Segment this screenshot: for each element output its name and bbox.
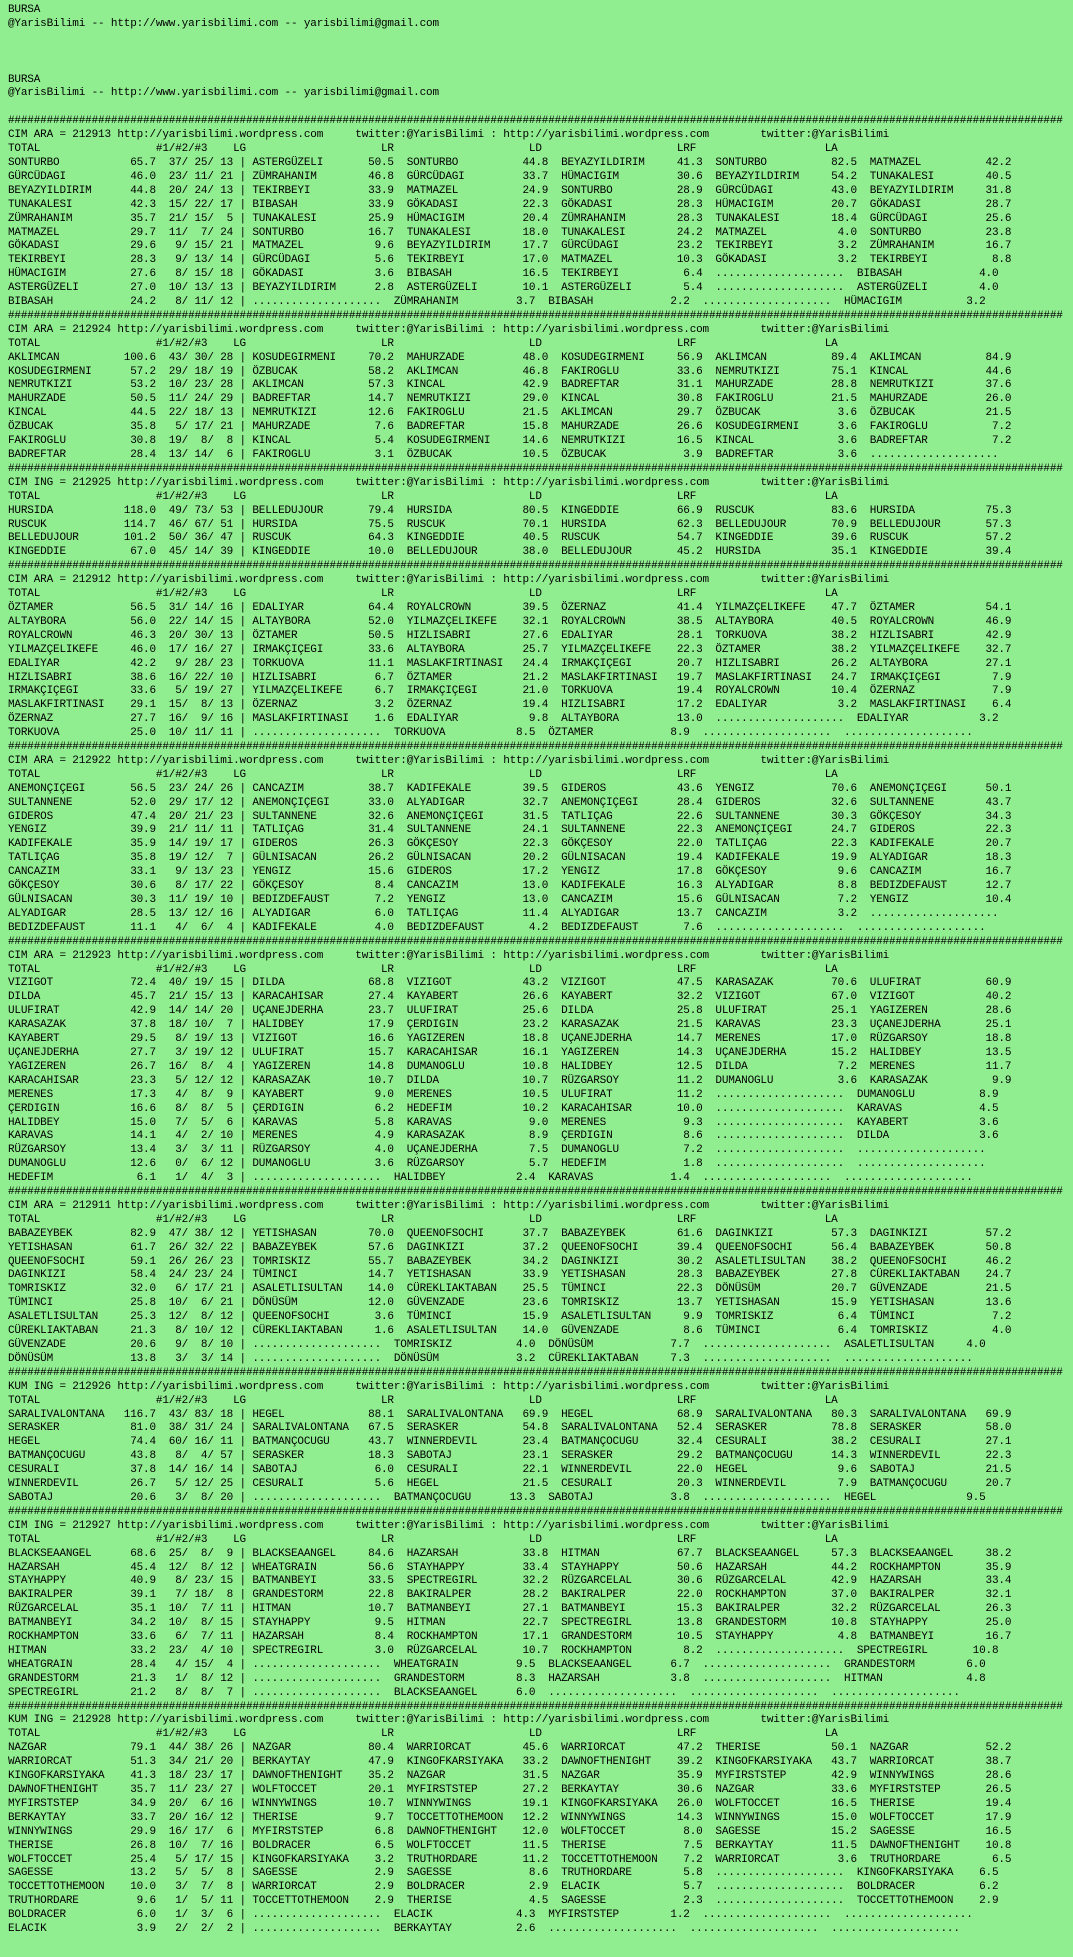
horse-row: HURSIDA 118.0 49/ 73/ 53 | BELLEDUJOUR 79.4 HURSIDA 80.5 KINGEDDIE 66.9 RUSCUK 83.6 HURSIDA 75.3 [8, 504, 1012, 517]
column-header: TOTAL #1/#2/#3 LG LR LD LRF LA [8, 490, 838, 503]
contact-line: @YarisBilimi -- http://www.yarisbilimi.com -- yarisbilimi@gmail.com [8, 87, 439, 100]
horse-row: ULUFIRAT 42.9 14/ 14/ 20 | UÇANEJDERHA 23.7 ULUFIRAT 25.6 DILDA 25.8 ULUFIRAT 25.1 YAGIZEREN 28.6 [8, 1005, 1012, 1018]
horse-row: TOMRISKIZ 32.0 6/ 17/ 21 | ASALETLISULTAN 14.0 CÜREKLIAKTABAN 25.5 TÜMINCI 22.3 DÖNÜSÜM 20.7 GÜVENZADE 21.5 [8, 1283, 1012, 1296]
horse-row: THERISE 26.8 10/ 7/ 16 | BOLDRACER 6.5 WOLFTOCCET 11.5 THERISE 7.5 BERKAYTAY 11.5 DAWNOFTHENIGHT 10.8 [8, 1839, 1012, 1852]
horse-row: RÜZGARSOY 13.4 3/ 3/ 11 | RÜZGARSOY 4.0 UÇANEJDERHA 7.5 DUMANOGLU 7.2 .................... .................... [8, 1144, 986, 1157]
horse-row: BABAZEYBEK 82.9 47/ 38/ 12 | YETISHASAN 70.0 QUEENOFSOCHI 37.7 BABAZEYBEK 61.6 DAGINKIZI 57.3 DAGINKIZI 57.2 [8, 1227, 1012, 1240]
contact-line: @YarisBilimi -- http://www.yarisbilimi.com -- yarisbilimi@gmail.com [8, 17, 439, 30]
horse-row: CESURALI 37.8 14/ 16/ 14 | SABOTAJ 6.0 CESURALI 22.1 WINNERDEVIL 22.0 HEGEL 9.6 SABOTAJ 21.5 [8, 1464, 1012, 1477]
horse-row: VIZIGOT 72.4 40/ 19/ 15 | DILDA 68.8 VIZIGOT 43.2 VIZIGOT 47.5 KARASAZAK 70.6 ULUFIRAT 60.9 [8, 977, 1012, 990]
race-header: KUM ING = 212928 http://yarisbilimi.wordpress.com twitter:@YarisBilimi : http://yarisbilimi.wordpress.com twitter:@YarisBilimi [8, 1714, 890, 1727]
horse-row: WINNERDEVIL 26.7 5/ 12/ 25 | CESURALI 5.6 HEGEL 21.5 CESURALI 20.3 WINNERDEVIL 7.9 BATMANÇOCUGU 20.7 [8, 1478, 1012, 1491]
horse-row: ROCKHAMPTON 33.6 6/ 7/ 11 | HAZARSAH 8.4 ROCKHAMPTON 17.1 GRANDESTORM 10.5 STAYHAPPY 4.8 BATMANBEYI 16.7 [8, 1631, 1012, 1644]
horse-row: BEYAZYILDIRIM 44.8 20/ 24/ 13 | TEKIRBEYI 33.9 MATMAZEL 24.9 SONTURBO 28.9 GÜRCÜDAGI 43.0 BEYAZYILDIRIM 31.8 [8, 184, 1012, 197]
horse-row: YILMAZÇELIKEFE 46.0 17/ 16/ 27 | IRMAKÇIÇEGI 33.6 ALTAYBORA 25.7 YILMAZÇELIKEFE 22.3 ÖZTAMER 38.2 YILMAZÇELIKEFE 32.7 [8, 643, 1012, 656]
horse-row: NAZGAR 79.1 44/ 38/ 26 | NAZGAR 80.4 WARRIORCAT 45.6 WARRIORCAT 47.2 THERISE 50.1 NAZGAR 52.2 [8, 1742, 1012, 1755]
horse-row: WARRIORCAT 51.3 34/ 21/ 20 | BERKAYTAY 47.9 KINGOFKARSIYAKA 33.2 DAWNOFTHENIGHT 39.2 KINGOFKARSIYAKA 43.7 WARRIORCAT 38.7 [8, 1756, 1012, 1769]
horse-row: TOCCETTOTHEMOON 10.0 3/ 7/ 8 | WARRIORCAT 2.9 BOLDRACER 2.9 ELACIK 5.7 .................... BOLDRACER 6.2 [8, 1881, 999, 1894]
horse-row: BEDIZDEFAUST 11.1 4/ 6/ 4 | KADIFEKALE 4.0 BEDIZDEFAUST 4.2 BEDIZDEFAUST 7.6 .................... .................... [8, 921, 986, 934]
horse-row: GÖKADASI 29.6 9/ 15/ 21 | MATMAZEL 9.6 BEYAZYILDIRIM 17.7 GÜRCÜDAGI 23.2 TEKIRBEYI 3.2 ZÜMRAHANIM 16.7 [8, 240, 1012, 253]
horse-row: TÜMINCI 25.8 10/ 6/ 21 | DÖNÜSÜM 12.0 GÜVENZADE 23.6 TOMRISKIZ 13.7 YETISHASAN 15.9 YETISHASAN 13.6 [8, 1297, 1012, 1310]
section-separator: #################################################################################################################################################################### [8, 1186, 1063, 1199]
horse-row: RUSCUK 114.7 46/ 67/ 51 | HURSIDA 75.5 RUSCUK 70.1 HURSIDA 62.3 BELLEDUJOUR 70.9 BELLEDUJOUR 57.3 [8, 518, 1012, 531]
section-separator: #################################################################################################################################################################### [8, 1366, 1063, 1379]
horse-row: KADIFEKALE 35.9 14/ 19/ 17 | GIDEROS 26.3 GÖKÇESOY 22.3 GÖKÇESOY 22.0 TATLIÇAG 22.3 KADIFEKALE 20.7 [8, 838, 1012, 851]
section-separator: #################################################################################################################################################################### [8, 741, 1063, 754]
horse-row: ÖZBUCAK 35.8 5/ 17/ 21 | MAHURZADE 7.6 BADREFTAR 15.8 MAHURZADE 26.6 KOSUDEGIRMENI 3.6 FAKIROGLU 7.2 [8, 421, 1012, 434]
horse-row: UÇANEJDERHA 27.7 3/ 19/ 12 | ULUFIRAT 15.7 KARACAHISAR 16.1 YAGIZEREN 14.3 UÇANEJDERHA 15.2 HALIDBEY 13.5 [8, 1046, 1012, 1059]
horse-row: DAGINKIZI 58.4 24/ 23/ 24 | TÜMINCI 14.7 YETISHASAN 33.9 YETISHASAN 28.3 BABAZEYBEK 27.8 CÜREKLIAKTABAN 24.7 [8, 1269, 1012, 1282]
horse-row: MERENES 17.3 4/ 8/ 9 | KAYABERT 9.0 MERENES 10.5 ULUFIRAT 11.2 .................... DUMANOGLU 8.9 [8, 1088, 999, 1101]
horse-row: DÖNÜSÜM 13.8 3/ 3/ 14 | .................... DÖNÜSÜM 3.2 CÜREKLIAKTABAN 7.3 .................... .................... [8, 1352, 973, 1365]
horse-row: HEDEFIM 6.1 1/ 4/ 3 | .................... HALIDBEY 2.4 KARAVAS 1.4 .................... .................... [8, 1172, 973, 1185]
race-header: CIM ARA = 212912 http://yarisbilimi.wordpress.com twitter:@YarisBilimi : http://yarisbilimi.wordpress.com twitter:@YarisBilimi [8, 574, 890, 587]
horse-row: SONTURBO 65.7 37/ 25/ 13 | ASTERGÜZELI 50.5 SONTURBO 44.8 BEYAZYILDIRIM 41.3 SONTURBO 82.5 MATMAZEL 42.2 [8, 156, 1012, 169]
horse-row: BIBASAH 24.2 8/ 11/ 12 | .................... ZÜMRAHANIM 3.7 BIBASAH 2.2 .................... HÜMACIGIM 3.2 [8, 296, 986, 309]
horse-row: BERKAYTAY 33.7 20/ 16/ 12 | THERISE 9.7 TOCCETTOTHEMOON 12.2 WINNYWINGS 14.3 WINNYWINGS 15.0 WOLFTOCCET 17.9 [8, 1811, 1012, 1824]
horse-row: GÜRCÜDAGI 46.0 23/ 11/ 21 | ZÜMRAHANIM 46.8 GÜRCÜDAGI 33.7 HÜMACIGIM 30.6 BEYAZYILDIRIM 54.2 TUNAKALESI 40.5 [8, 170, 1012, 183]
blank-line [8, 46, 1073, 60]
horse-row: ELACIK 3.9 2/ 2/ 2 | .................... BERKAYTAY 2.6 .................... .................... .................... [8, 1923, 960, 1936]
horse-row: SABOTAJ 20.6 3/ 8/ 20 | .................... BATMANÇOCUGU 13.3 SABOTAJ 3.8 .................... HEGEL 9.5 [8, 1491, 986, 1504]
race-header: CIM ARA = 212922 http://yarisbilimi.wordpress.com twitter:@YarisBilimi : http://yarisbilimi.wordpress.com twitter:@YarisBilimi [8, 754, 890, 767]
section-separator: #################################################################################################################################################################### [8, 462, 1063, 475]
horse-row: NEMRUTKIZI 53.2 10/ 23/ 28 | AKLIMCAN 57.3 KINCAL 42.9 BADREFTAR 31.1 MAHURZADE 28.8 NEMRUTKIZI 37.6 [8, 379, 1012, 392]
horse-row: MAHURZADE 50.5 11/ 24/ 29 | BADREFTAR 14.7 NEMRUTKIZI 29.0 KINCAL 30.8 FAKIROGLU 21.5 MAHURZADE 26.0 [8, 393, 1012, 406]
horse-row: TORKUOVA 25.0 10/ 11/ 11 | .................... TORKUOVA 8.5 ÖZTAMER 8.9 .................... .................... [8, 727, 973, 740]
column-header: TOTAL #1/#2/#3 LG LR LD LRF LA [8, 588, 838, 601]
horse-row: GÖKÇESOY 30.6 8/ 17/ 22 | GÖKÇESOY 8.4 CANCAZIM 13.0 KADIFEKALE 16.3 ALYADIGAR 8.8 BEDIZDEFAUST 12.7 [8, 880, 1012, 893]
horse-row: BADREFTAR 28.4 13/ 14/ 6 | FAKIROGLU 3.1 ÖZBUCAK 10.5 ÖZBUCAK 3.9 BADREFTAR 3.6 .................... [8, 449, 999, 461]
horse-row: ÖZERNAZ 27.7 16/ 9/ 16 | MASLAKFIRTINASI 1.6 EDALIYAR 9.8 ALTAYBORA 13.0 .................... EDALIYAR 3.2 [8, 713, 999, 726]
horse-row: SPECTREGIRL 21.2 8/ 8/ 7 | .................... BLACKSEAANGEL 6.0 .................... .................... .................... [8, 1686, 960, 1699]
horse-row: KINCAL 44.5 22/ 18/ 13 | NEMRUTKIZI 12.6 FAKIROGLU 21.5 AKLIMCAN 29.7 ÖZBUCAK 3.6 ÖZBUCAK 21.5 [8, 407, 1012, 420]
horse-row: DILDA 45.7 21/ 15/ 13 | KARACAHISAR 27.4 KAYABERT 26.6 KAYABERT 32.2 VIZIGOT 67.0 VIZIGOT 40.2 [8, 991, 1012, 1004]
horse-row: BAKIRALPER 39.1 7/ 18/ 8 | GRANDESTORM 22.8 BAKIRALPER 28.2 BAKIRALPER 22.0 ROCKHAMPTON 37.0 BAKIRALPER 32.1 [8, 1589, 1012, 1602]
horse-row: SULTANNENE 52.0 29/ 17/ 12 | ANEMONÇIÇEGI 33.0 ALYADIGAR 32.7 ANEMONÇIÇEGI 28.4 GIDEROS 32.6 SULTANNENE 43.7 [8, 796, 1012, 809]
horse-row: TRUTHORDARE 9.6 1/ 5/ 11 | TOCCETTOTHEMOON 2.9 THERISE 4.5 SAGESSE 2.3 .................... TOCCETTOTHEMOON 2.9 [8, 1895, 999, 1908]
horse-row: ALTAYBORA 56.0 22/ 14/ 15 | ALTAYBORA 52.0 YILMAZÇELIKEFE 32.1 ROYALCROWN 38.5 ALTAYBORA 40.5 ROYALCROWN 46.9 [8, 615, 1012, 628]
horse-row: BELLEDUJOUR 101.2 50/ 36/ 47 | RUSCUK 64.3 KINGEDDIE 40.5 RUSCUK 54.7 KINGEDDIE 39.6 RUSCUK 57.2 [8, 532, 1012, 545]
horse-row: BATMANÇOCUGU 43.8 8/ 4/ 57 | SERASKER 18.3 SABOTAJ 23.1 SERASKER 29.2 BATMANÇOCUGU 14.3 WINNERDEVIL 22.3 [8, 1450, 1012, 1463]
horse-row: DUMANOGLU 12.6 0/ 6/ 12 | DUMANOGLU 3.6 RÜZGARSOY 5.7 HEDEFIM 1.8 .................... .................... [8, 1158, 986, 1171]
column-header: TOTAL #1/#2/#3 LG LR LD LRF LA [8, 143, 838, 156]
horse-row: MASLAKFIRTINASI 29.1 15/ 8/ 13 | ÖZERNAZ 3.2 ÖZERNAZ 19.4 HIZLISABRI 17.2 EDALIYAR 3.2 MASLAKFIRTINASI 6.4 [8, 699, 1012, 712]
horse-row: GÜVENZADE 20.6 9/ 8/ 10 | .................... TOMRISKIZ 4.0 DÖNÜSÜM 7.7 .................... ASALETLISULTAN 4.0 [8, 1339, 986, 1351]
horse-row: KARACAHISAR 23.3 5/ 12/ 12 | KARASAZAK 10.7 DILDA 10.7 RÜZGARSOY 11.2 DUMANOGLU 3.6 KARASAZAK 9.9 [8, 1074, 1012, 1087]
horse-row: ZÜMRAHANIM 35.7 21/ 15/ 5 | TUNAKALESI 25.9 HÜMACIGIM 20.4 ZÜMRAHANIM 28.3 TUNAKALESI 18.4 GÜRCÜDAGI 25.6 [8, 212, 1012, 225]
column-header: TOTAL #1/#2/#3 LG LR LD LRF LA [8, 337, 838, 350]
column-header: TOTAL #1/#2/#3 LG LR LD LRF LA [8, 963, 838, 976]
horse-row: ÇERDIGIN 16.6 8/ 8/ 5 | ÇERDIGIN 6.2 HEDEFIM 10.2 KARACAHISAR 10.0 .................... KARAVAS 4.5 [8, 1102, 999, 1115]
horse-row: KARAVAS 14.1 4/ 2/ 10 | MERENES 4.9 KARASAZAK 8.9 ÇERDIGIN 8.6 .................... DILDA 3.6 [8, 1130, 999, 1143]
column-header: TOTAL #1/#2/#3 LG LR LD LRF LA [8, 1394, 838, 1407]
horse-row: CÜREKLIAKTABAN 21.3 8/ 10/ 12 | CÜREKLIAKTABAN 1.6 ASALETLISULTAN 14.0 GÜVENZADE 8.6 TÜMINCI 6.4 TOMRISKIZ 4.0 [8, 1325, 1012, 1338]
horse-row: HÜMACIGIM 27.6 8/ 15/ 18 | GÖKADASI 3.6 BIBASAH 16.5 TEKIRBEYI 6.4 .................... BIBASAH 4.0 [8, 268, 999, 281]
horse-row: HITMAN 33.2 23/ 4/ 10 | SPECTREGIRL 3.0 RÜZGARCELAL 10.7 ROCKHAMPTON 8.2 .................... SPECTREGIRL 10.8 [8, 1644, 999, 1657]
section-separator: #################################################################################################################################################################### [8, 115, 1063, 128]
horse-row: KINGEDDIE 67.0 45/ 14/ 39 | KINGEDDIE 10.0 BELLEDUJOUR 38.0 BELLEDUJOUR 45.2 HURSIDA 35.1 KINGEDDIE 39.4 [8, 546, 1012, 559]
horse-row: YAGIZEREN 26.7 16/ 8/ 4 | YAGIZEREN 14.8 DUMANOGLU 10.8 HALIDBEY 12.5 DILDA 7.2 MERENES 11.7 [8, 1060, 1012, 1073]
column-header: TOTAL #1/#2/#3 LG LR LD LRF LA [8, 1728, 838, 1741]
horse-row: YETISHASAN 61.7 26/ 32/ 22 | BABAZEYBEK 57.6 DAGINKIZI 37.2 QUEENOFSOCHI 39.4 QUEENOFSOCHI 56.4 BABAZEYBEK 50.8 [8, 1241, 1012, 1254]
horse-row: HAZARSAH 45.4 12/ 8/ 12 | WHEATGRAIN 56.6 STAYHAPPY 33.4 STAYHAPPY 50.6 HAZARSAH 44.2 ROCKHAMPTON 35.9 [8, 1561, 1012, 1574]
horse-row: EDALIYAR 42.2 9/ 28/ 23 | TORKUOVA 11.1 MASLAKFIRTINASI 24.4 IRMAKÇIÇEGI 20.7 HIZLISABRI 26.2 ALTAYBORA 27.1 [8, 657, 1012, 670]
horse-row: SAGESSE 13.2 5/ 5/ 8 | SAGESSE 2.9 SAGESSE 8.6 TRUTHORDARE 5.8 .................... KINGOFKARSIYAKA 6.5 [8, 1867, 999, 1880]
horse-row: MYFIRSTSTEP 34.9 20/ 6/ 16 | WINNYWINGS 10.7 WINNYWINGS 19.1 KINGOFKARSIYAKA 26.0 WOLFTOCCET 16.5 THERISE 19.4 [8, 1797, 1012, 1810]
blank-line [8, 60, 1073, 74]
horse-row: RÜZGARCELAL 35.1 10/ 7/ 11 | HITMAN 10.7 BATMANBEYI 27.1 BATMANBEYI 15.3 BAKIRALPER 32.2 RÜZGARCELAL 26.3 [8, 1603, 1012, 1616]
horse-row: HALIDBEY 15.0 7/ 5/ 6 | KARAVAS 5.8 KARAVAS 9.0 MERENES 9.3 .................... KAYABERT 3.6 [8, 1116, 999, 1129]
horse-row: DAWNOFTHENIGHT 35.7 11/ 23/ 27 | WOLFTOCCET 20.1 MYFIRSTSTEP 27.2 BERKAYTAY 30.6 NAZGAR 33.6 MYFIRSTSTEP 26.5 [8, 1784, 1012, 1796]
horse-row: ASALETLISULTAN 25.3 12/ 8/ 12 | QUEENOFSOCHI 3.6 TÜMINCI 15.9 ASALETLISULTAN 9.9 TOMRISKIZ 6.4 TÜMINCI 7.2 [8, 1311, 1012, 1324]
blank-line [8, 101, 1073, 115]
race-header: CIM ARA = 212913 http://yarisbilimi.wordpress.com twitter:@YarisBilimi : http://yarisbilimi.wordpress.com twitter:@YarisBilimi [8, 129, 890, 142]
horse-row: GRANDESTORM 21.3 1/ 8/ 12 | .................... GRANDESTORM 8.3 HAZARSAH 3.8 .................... HITMAN 4.8 [8, 1672, 986, 1685]
horse-row: ALYADIGAR 28.5 13/ 12/ 16 | ALYADIGAR 6.0 TATLIÇAG 11.4 ALYADIGAR 13.7 CANCAZIM 3.2 .................... [8, 907, 999, 920]
horse-row: ANEMONÇIÇEGI 56.5 23/ 24/ 26 | CANCAZIM 38.7 KADIFEKALE 39.5 GIDEROS 43.6 YENGIZ 70.6 ANEMONÇIÇEGI 50.1 [8, 782, 1012, 795]
horse-row: CANCAZIM 33.1 9/ 13/ 23 | YENGIZ 15.6 GIDEROS 17.2 YENGIZ 17.8 GÖKÇESOY 9.6 CANCAZIM 16.7 [8, 866, 1012, 879]
horse-row: SERASKER 81.0 38/ 31/ 24 | SARALIVALONTANA 67.5 SERASKER 54.8 SARALIVALONTANA 52.4 SERASKER 78.8 SERASKER 58.0 [8, 1422, 1012, 1435]
horse-row: ROYALCROWN 46.3 20/ 30/ 13 | ÖZTAMER 50.5 HIZLISABRI 27.6 EDALIYAR 28.1 TORKUOVA 38.2 HIZLISABRI 42.9 [8, 629, 1012, 642]
race-header: CIM ING = 212925 http://yarisbilimi.wordpress.com twitter:@YarisBilimi : http://yarisbilimi.wordpress.com twitter:@YarisBilimi [8, 476, 890, 489]
horse-row: TATLIÇAG 35.8 19/ 12/ 7 | GÜLNISACAN 26.2 GÜLNISACAN 20.2 GÜLNISACAN 19.4 KADIFEKALE 19.9 ALYADIGAR 18.3 [8, 852, 1012, 865]
horse-row: MATMAZEL 29.7 11/ 7/ 24 | SONTURBO 16.7 TUNAKALESI 18.0 TUNAKALESI 24.2 MATMAZEL 4.0 SONTURBO 23.8 [8, 226, 1012, 239]
horse-row: HIZLISABRI 38.6 16/ 22/ 10 | HIZLISABRI 6.7 ÖZTAMER 21.2 MASLAKFIRTINASI 19.7 MASLAKFIRTINASI 24.7 IRMAKÇIÇEGI 7.9 [8, 671, 1012, 684]
horse-row: STAYHAPPY 40.9 8/ 23/ 15 | BATMANBEYI 33.5 SPECTREGIRL 32.2 RÜZGARCELAL 30.6 RÜZGARCELAL 42.9 HAZARSAH 33.4 [8, 1575, 1012, 1588]
horse-row: BLACKSEAANGEL 68.6 25/ 8/ 9 | BLACKSEAANGEL 84.6 HAZARSAH 33.8 HITMAN 67.7 BLACKSEAANGEL 57.3 BLACKSEAANGEL 38.2 [8, 1547, 1012, 1560]
race-header: CIM ING = 212927 http://yarisbilimi.wordpress.com twitter:@YarisBilimi : http://yarisbilimi.wordpress.com twitter:@YarisBilimi [8, 1519, 890, 1532]
column-header: TOTAL #1/#2/#3 LG LR LD LRF LA [8, 768, 838, 781]
horse-row: BOLDRACER 6.0 1/ 3/ 6 | .................... ELACIK 4.3 MYFIRSTSTEP 1.2 .................... .................... [8, 1909, 973, 1922]
horse-row: KARASAZAK 37.8 18/ 10/ 7 | HALIDBEY 17.9 ÇERDIGIN 23.2 KARASAZAK 21.5 KARAVAS 23.3 UÇANEJDERHA 25.1 [8, 1019, 1012, 1032]
column-header: TOTAL #1/#2/#3 LG LR LD LRF LA [8, 1213, 838, 1226]
horse-row: QUEENOFSOCHI 59.1 26/ 26/ 23 | TOMRISKIZ 55.7 BABAZEYBEK 34.2 DAGINKIZI 30.2 ASALETLISULTAN 38.2 QUEENOFSOCHI 46.2 [8, 1255, 1012, 1268]
horse-row: KINGOFKARSIYAKA 41.3 18/ 23/ 17 | DAWNOFTHENIGHT 35.2 NAZGAR 31.5 NAZGAR 35.9 MYFIRSTSTEP 42.9 WINNYWINGS 28.6 [8, 1770, 1012, 1783]
race-header: CIM ARA = 212911 http://yarisbilimi.wordpress.com twitter:@YarisBilimi : http://yarisbilimi.wordpress.com twitter:@YarisBilimi [8, 1199, 890, 1212]
section-separator: #################################################################################################################################################################### [8, 1505, 1063, 1518]
section-separator: #################################################################################################################################################################### [8, 309, 1063, 322]
horse-row: BATMANBEYI 34.2 10/ 8/ 15 | STAYHAPPY 9.5 HITMAN 22.7 SPECTREGIRL 13.8 GRANDESTORM 10.8 STAYHAPPY 25.0 [8, 1617, 1012, 1630]
horse-row: WHEATGRAIN 28.4 4/ 15/ 4 | .................... WHEATGRAIN 9.5 BLACKSEAANGEL 6.7 .................... GRANDESTORM 6.0 [8, 1658, 986, 1671]
race-header: CIM ARA = 212924 http://yarisbilimi.wordpress.com twitter:@YarisBilimi : http://yarisbilimi.wordpress.com twitter:@YarisBilimi [8, 323, 890, 336]
race-header: CIM ARA = 212923 http://yarisbilimi.wordpress.com twitter:@YarisBilimi : http://yarisbilimi.wordpress.com twitter:@YarisBilimi [8, 949, 890, 962]
horse-row: WINNYWINGS 29.9 16/ 17/ 6 | MYFIRSTSTEP 6.8 DAWNOFTHENIGHT 12.0 WOLFTOCCET 8.0 SAGESSE 15.2 SAGESSE 16.5 [8, 1825, 1012, 1838]
section-separator: #################################################################################################################################################################### [8, 560, 1063, 573]
horse-row: TEKIRBEYI 28.3 9/ 13/ 14 | GÜRCÜDAGI 5.6 TEKIRBEYI 17.0 MATMAZEL 10.3 GÖKADASI 3.2 TEKIRBEYI 8.8 [8, 254, 1012, 267]
horse-row: AKLIMCAN 100.6 43/ 30/ 28 | KOSUDEGIRMENI 70.2 MAHURZADE 48.0 KOSUDEGIRMENI 56.9 AKLIMCAN 89.4 AKLIMCAN 84.9 [8, 351, 1012, 364]
horse-row: FAKIROGLU 30.8 19/ 8/ 8 | KINCAL 5.4 KOSUDEGIRMENI 14.6 NEMRUTKIZI 16.5 KINCAL 3.6 BADREFTAR 7.2 [8, 435, 1012, 448]
horse-row: WOLFTOCCET 25.4 5/ 17/ 15 | KINGOFKARSIYAKA 3.2 TRUTHORDARE 11.2 TOCCETTOTHEMOON 7.2 WARRIORCAT 3.6 TRUTHORDARE 6.5 [8, 1853, 1012, 1866]
horse-row: TUNAKALESI 42.3 15/ 22/ 17 | BIBASAH 33.9 GÖKADASI 22.3 GÖKADASI 28.3 HÜMACIGIM 20.7 GÖKADASI 28.7 [8, 198, 1012, 211]
horse-row: ÖZTAMER 56.5 31/ 14/ 16 | EDALIYAR 64.4 ROYALCROWN 39.5 ÖZERNAZ 41.4 YILMAZÇELIKEFE 47.7 ÖZTAMER 54.1 [8, 601, 1012, 614]
blank-line [8, 32, 1073, 46]
column-header: TOTAL #1/#2/#3 LG LR LD LRF LA [8, 1533, 838, 1546]
horse-row: KOSUDEGIRMENI 57.2 29/ 18/ 19 | ÖZBUCAK 58.2 AKLIMCAN 46.8 FAKIROGLU 33.6 NEMRUTKIZI 75.1 KINCAL 44.6 [8, 365, 1012, 378]
city-title: BURSA [8, 4, 41, 16]
section-separator: #################################################################################################################################################################### [8, 935, 1063, 948]
horse-row: GÜLNISACAN 30.3 11/ 19/ 10 | BEDIZDEFAUST 7.2 YENGIZ 13.0 CANCAZIM 15.6 GÜLNISACAN 7.2 YENGIZ 10.4 [8, 894, 1012, 906]
section-separator: #################################################################################################################################################################### [8, 1700, 1063, 1713]
horse-row: SARALIVALONTANA 116.7 43/ 83/ 18 | HEGEL 88.1 SARALIVALONTANA 69.9 HEGEL 68.9 SARALIVALONTANA 80.3 SARALIVALONTANA 69.9 [8, 1408, 1012, 1421]
horse-row: HEGEL 74.4 60/ 16/ 11 | BATMANÇOCUGU 43.7 WINNERDEVIL 23.4 BATMANÇOCUGU 32.4 CESURALI 38.2 CESURALI 27.1 [8, 1436, 1012, 1449]
city-title: BURSA [8, 73, 41, 86]
horse-row: KAYABERT 29.5 8/ 19/ 13 | VIZIGOT 16.6 YAGIZEREN 18.8 UÇANEJDERHA 14.7 MERENES 17.0 RÜZGARSOY 18.8 [8, 1033, 1012, 1046]
horse-row: YENGIZ 39.9 21/ 11/ 11 | TATLIÇAG 31.4 SULTANNENE 24.1 SULTANNENE 22.3 ANEMONÇIÇEGI 24.7 GIDEROS 22.3 [8, 824, 1012, 837]
horse-row: IRMAKÇIÇEGI 33.6 5/ 19/ 27 | YILMAZÇELIKEFE 6.7 IRMAKÇIÇEGI 21.0 TORKUOVA 19.4 ROYALCROWN 10.4 ÖZERNAZ 7.9 [8, 685, 1012, 698]
horse-row: ASTERGÜZELI 27.0 10/ 13/ 13 | BEYAZYILDIRIM 2.8 ASTERGÜZELI 10.1 ASTERGÜZELI 5.4 .................... ASTERGÜZELI 4.0 [8, 282, 999, 295]
horse-row: GIDEROS 47.4 20/ 21/ 23 | SULTANNENE 32.6 ANEMONÇIÇEGI 31.5 TATLIÇAG 22.6 SULTANNENE 30.3 GÖKÇESOY 34.3 [8, 810, 1012, 823]
race-header: KUM ING = 212926 http://yarisbilimi.wordpress.com twitter:@YarisBilimi : http://yarisbilimi.wordpress.com twitter:@YarisBilimi [8, 1380, 890, 1393]
